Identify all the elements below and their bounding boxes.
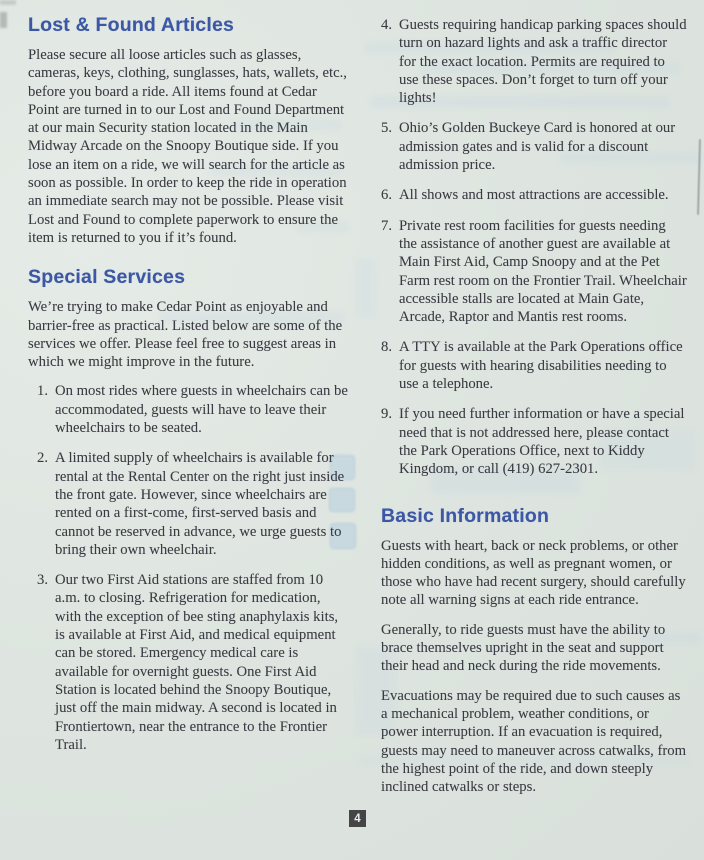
bleed-smudge <box>355 258 377 318</box>
numbered-list-item <box>381 217 687 327</box>
list-item-number: 5. <box>381 120 393 137</box>
paragraph: Generally, to ride guests must have the ability to brace themselves upright in the seat and support their head and neck during the ride movements. <box>381 621 666 675</box>
numbered-list-item <box>381 186 687 204</box>
list-item-text: All shows and most attractions are accessible. <box>399 187 669 204</box>
list-item-number: 6. <box>381 187 393 204</box>
scan-edge-mark <box>0 12 7 28</box>
paragraph: Guests with heart, back or neck problems, or other hidden conditions, as well as pregnant women, or those who have had recent surgery, should carefully note all warning signs at each ride entrance. <box>381 537 686 609</box>
list-item-number: 1. <box>37 383 49 400</box>
list-item-number: 2. <box>37 450 49 467</box>
list-item-number: 9. <box>381 406 393 423</box>
paragraph: Please secure all loose articles such as glasses, cameras, keys, clothing, sunglasses, hats, wallets, etc., before you board a ride. All items found at Cedar Point are turned in to our Lost and Found Department at our main Security station located in the Main Midway Arcade on the Snoopy Boutique side. If you lose an item on a ride, we will search for the article as soon as possible. In order to keep the ride in operation an immediate search may not be possible. Please visit Lost and Found to complete paperwork to ensure the item is returned to you if it’s found. <box>28 47 347 246</box>
list-item-number: 8. <box>381 339 393 356</box>
paragraph: Evacuations may be required due to such causes as a mechanical problem, weather conditions, or power interruption. If an evacuation is required, guests may need to maneuver across catwalks, from the highest point of the ride, and down steeply inclined catwalks or steps. <box>381 687 687 796</box>
section-heading: Special Services <box>28 266 186 289</box>
list-item-text: If you need further information or have a special need that is not addressed here, please contact the Park Operations Office, next to Kiddy Kingdom, or call (419) 627-2301. <box>399 406 685 478</box>
section-heading: Basic Information <box>381 504 550 527</box>
numbered-list-item <box>28 449 348 559</box>
page-number-badge <box>349 810 366 827</box>
list-item-text: Private rest room facilities for guests needing the assistance of another guest are available at Main First Aid, Camp Snoopy and at the Pet Farm rest room on the Frontier Trail. Wheelchair accessible stalls are located at Main Gate, Arcade, Raptor and Mantis rest rooms. <box>399 217 687 326</box>
list-item-text: A limited supply of wheelchairs is available for rental at the Rental Center on the right just inside the front gate. However, since wheelchairs are rented on a first-come, first-served basis and cannot be reserved in advance, we urge guests to bring their own wheelchair. <box>55 450 345 558</box>
paragraph: We’re trying to make Cedar Point as enjoyable and barrier-free as practical. Listed below are some of the services we offer. Please feel free to suggest areas in which we might improve in the future. <box>28 299 343 371</box>
right-column <box>381 16 687 807</box>
scan-edge-mark <box>0 0 16 5</box>
list-item-number: 7. <box>381 217 393 234</box>
page-number: 4 <box>354 812 361 825</box>
list-item-number: 4. <box>381 17 393 33</box>
scan-edge-mark <box>697 139 701 215</box>
numbered-list-item <box>381 16 687 107</box>
list-item-text: Our two First Aid stations are staffed from 10 a.m. to closing. Refrigeration for medication, with the exception of bee sting anaphylaxis kits, is available at First Aid, and medical equipment can be stored. Emergency medical care is available for overnight guests. One First Aid Station is located behind the Snoopy Boutique, just off the main midway. A second is located in Frontiertown, near the entrance to the Frontier Trail. <box>55 572 339 753</box>
numbered-list-item <box>381 405 687 478</box>
numbered-list-item <box>381 119 687 174</box>
list-item-text: Ohio’s Golden Buckeye Card is honored at our admission gates and is valid for a discount admission price. <box>399 120 676 174</box>
list-item-text: Guests requiring handicap parking spaces should turn on hazard lights and ask a traffic director for the exact location. Permits are required to use these spaces. Don’t forget to turn off your lights! <box>399 17 687 107</box>
numbered-list-item <box>381 338 687 393</box>
numbered-list-item <box>28 382 348 437</box>
numbered-list-item <box>28 571 348 754</box>
list-item-number: 3. <box>37 572 49 589</box>
section-heading: Lost & Found Articles <box>28 14 235 36</box>
list-item-text: On most rides where guests in wheelchairs can be accommodated, guests will have to leave their wheelchairs to be seated. <box>55 383 348 437</box>
left-column <box>28 10 348 766</box>
list-item-text: A TTY is available at the Park Operations office for guests with hearing disabilities needing to use a telephone. <box>399 339 683 393</box>
